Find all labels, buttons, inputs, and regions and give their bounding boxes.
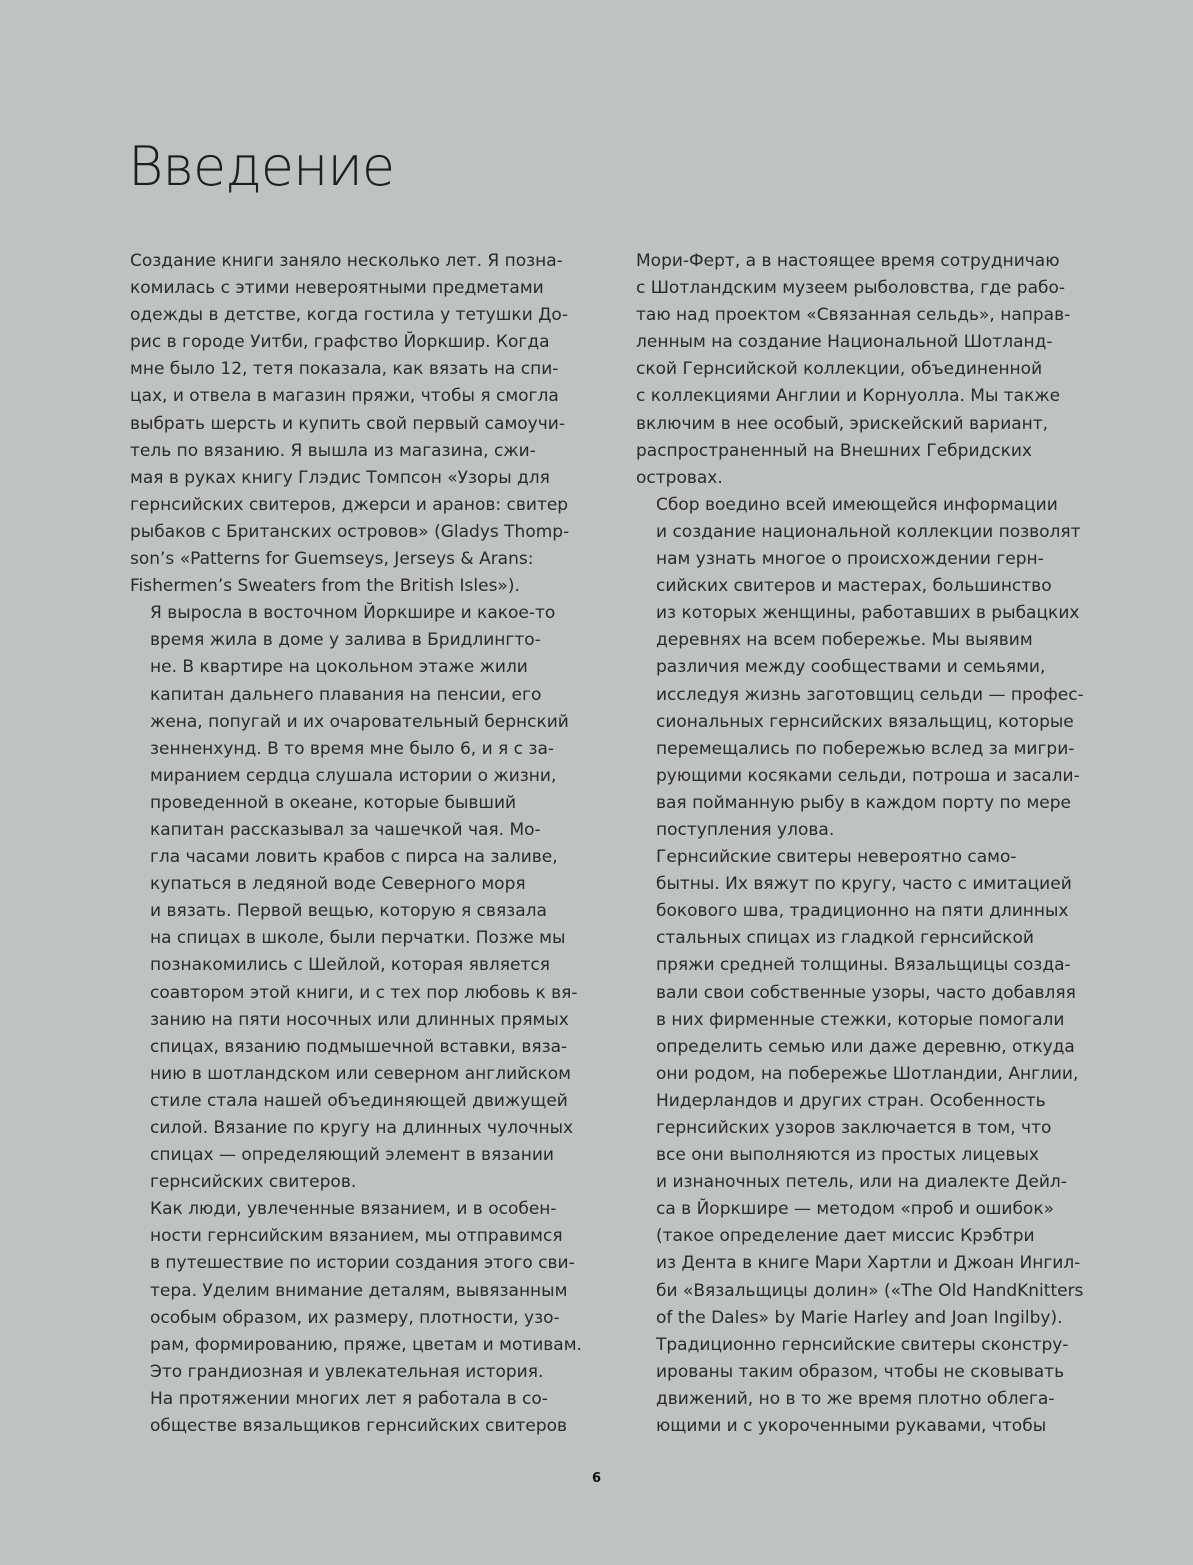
- text-line: сиональных гернсийских вязальщиц, которые: [656, 711, 1074, 732]
- text-line: ированы таким образом, чтобы не сковывать: [656, 1361, 1065, 1382]
- text-line: са в Йоркшире — методом «проб и ошибок»: [656, 1199, 1055, 1220]
- text-line: распространенный на Внешних Гебридских: [636, 440, 1032, 461]
- text-line: son’s «Patterns for Guemseys, Jerseys & Arans:: [130, 549, 534, 570]
- text-line: купаться в ледяной воде Северного моря: [150, 874, 526, 895]
- page-title: Введение: [128, 135, 395, 198]
- text-line: спицах — определяющий элемент в вязании: [150, 1145, 554, 1166]
- text-line: и вязать. Первой вещью, которую я связала: [150, 901, 547, 922]
- text-line: Гернсийские свитеры невероятно само-: [656, 847, 1017, 868]
- text-line: перемещались по побережью вслед за мигри-: [656, 738, 1075, 759]
- text-line: жена, попугай и их очаровательный бернский: [150, 711, 569, 732]
- paragraph: [130, 248, 582, 600]
- text-line: рис в городе Уитби, графство Йоркшир. Когда: [130, 332, 550, 353]
- text-line: из которых женщины, работавших в рыбацких: [656, 603, 1080, 624]
- text-line: of the Dales» by Marie Harley and Joan Ingilby).: [656, 1307, 1063, 1328]
- text-line: с коллекциями Англии и Корнуолла. Мы также: [636, 386, 1061, 407]
- paragraph: [130, 1386, 582, 1440]
- text-line: рыбаков с Британских островов» (Gladys Thomp-: [130, 521, 570, 542]
- text-line: миранием сердца слушала истории о жизни,: [150, 765, 557, 786]
- page-number: 6: [591, 1471, 602, 1486]
- text-line: рам, формированию, пряже, цветам и мотивам.: [150, 1334, 582, 1355]
- text-line: стиле стала нашей объединяющей движущей: [150, 1090, 568, 1111]
- text-line: вая пойманную рыбу в каждом порту по мере: [656, 792, 1071, 813]
- text-line: Традиционно гернсийские свитеры сконстру-: [656, 1334, 1069, 1355]
- text-line: цах, и отвела в магазин пряжи, чтобы я смогла: [130, 386, 559, 407]
- paragraph: [130, 1196, 582, 1386]
- text-line: капитан рассказывал за чашечкой чая. Мо-: [150, 819, 541, 840]
- paragraph: [636, 844, 1088, 1332]
- text-line: обществе вязальщиков гернсийских свитеров: [150, 1416, 568, 1437]
- text-line: гернсийских свитеров.: [150, 1172, 357, 1193]
- text-line: мне было 12, тетя показала, как вязать на спи-: [130, 359, 559, 380]
- text-line: Создание книги заняло несколько лет. Я позна-: [130, 251, 563, 271]
- text-line: особым образом, их размеру, плотности, узо-: [150, 1307, 560, 1328]
- text-line: Сбор воедино всей имеющейся информации: [656, 494, 1058, 515]
- text-line: в путешествие по истории создания этого сви-: [150, 1253, 575, 1274]
- text-line: Как люди, увлеченные вязанием, и в особен-: [150, 1199, 557, 1220]
- text-line: определить семью или даже деревню, откуда: [656, 1036, 1075, 1057]
- text-line: соавтором этой книги, и с тех пор любовь к вя-: [150, 982, 578, 1003]
- text-line: капитан дальнего плавания на пенсии, его: [150, 684, 542, 705]
- paragraph: [636, 248, 1088, 492]
- text-line: островах.: [636, 467, 723, 488]
- left-column: [130, 248, 582, 1440]
- text-line: На протяжении многих лет я работала в со-: [150, 1388, 548, 1409]
- text-line: силой. Вязание по кругу на длинных чулочных: [150, 1118, 574, 1138]
- text-line: гернсийских свитеров, джерси и аранов: свитер: [130, 494, 569, 515]
- text-line: деревнях на всем побережье. Мы выявим: [656, 630, 1033, 651]
- text-line: комилась с этими невероятными предметами: [130, 278, 544, 299]
- text-line: бытны. Их вяжут по кругу, часто с имитацией: [656, 874, 1072, 895]
- text-line: Это грандиозная и увлекательная история.: [150, 1361, 544, 1382]
- text-line: из Дента в книге Мари Хартли и Джоан Ингил-: [656, 1253, 1081, 1274]
- text-line: в них фирменные стежки, которые помогали: [656, 1009, 1065, 1030]
- text-line: занию на пяти носочных или длинных прямых: [150, 1009, 569, 1030]
- text-line: вали свои собственные узоры, часто добавляя: [656, 982, 1076, 1003]
- text-line: Я выросла в восточном Йоркшире и какое-то: [150, 603, 556, 624]
- text-line: сийских свитеров и мастерах, большинство: [656, 576, 1052, 597]
- text-line: поступления улова.: [656, 819, 835, 840]
- text-line: ской Гернсийской коллекции, объединенной: [636, 359, 1043, 380]
- paragraph: [636, 492, 1088, 844]
- text-line: исследуя жизнь заготовщиц сельди — профес-: [656, 684, 1084, 705]
- text-line: би «Вязальщицы долин» («The Old HandKnitters: [656, 1280, 1084, 1301]
- text-line: мая в руках книгу Глэдис Томпсон «Узоры для: [130, 467, 550, 488]
- text-line: гернсийских узоров заключается в том, что: [656, 1118, 1052, 1138]
- text-line: зенненхунд. В то время мне было 6, и я с за-: [150, 738, 555, 759]
- paragraph: [130, 600, 582, 1196]
- text-line: Fishermen’s Sweaters from the British Isles»).: [130, 576, 520, 597]
- text-line: Мори-Ферт, а в настоящее время сотрудничаю: [636, 251, 1060, 271]
- text-line: время жила в доме у залива в Бридлингто-: [150, 630, 541, 651]
- text-line: пряжи средней толщины. Вязальщицы созда-: [656, 955, 1071, 976]
- text-line: все они выполняются из простых лицевых: [656, 1145, 1039, 1166]
- text-line: с Шотландским музеем рыболовства, где рабо-: [636, 278, 1066, 299]
- text-line: (такое определение дает миссис Крэбтри: [656, 1226, 1035, 1247]
- text-line: выбрать шерсть и купить свой первый самоучи-: [130, 413, 565, 434]
- text-line: и создание национальной коллекции позволят: [656, 521, 1081, 542]
- text-line: рующими косяками сельди, потроша и засали-: [656, 765, 1080, 786]
- text-line: проведенной в океане, которые бывший: [150, 792, 517, 813]
- text-line: и изнаночных петель, или на диалекте Дейл-: [656, 1172, 1067, 1193]
- text-line: они родом, на побережье Шотландии, Англии,: [656, 1063, 1079, 1084]
- text-line: различия между сообществами и семьями,: [656, 657, 1046, 678]
- text-line: тера. Уделим внимание деталям, вывязанным: [150, 1280, 568, 1301]
- text-line: нию в шотландском или северном английском: [150, 1063, 572, 1084]
- text-line: стальных спицах из гладкой гернсийской: [656, 928, 1034, 949]
- text-line: гла часами ловить крабов с пирса на заливе,: [150, 847, 558, 868]
- text-line: Нидерландов и других стран. Особенность: [656, 1090, 1046, 1111]
- text-line: включим в нее особый, эрискейский вариант,: [636, 413, 1049, 434]
- text-line: одежды в детстве, когда гостила у тетушки До-: [130, 305, 568, 326]
- right-column: [636, 248, 1088, 1440]
- text-line: спицах, вязанию подмышечной вставки, вяза-: [150, 1036, 568, 1057]
- text-line: ленным на создание Национальной Шотланд-: [636, 332, 1053, 353]
- paragraph: [636, 1332, 1088, 1440]
- text-line: движений, но в то же время плотно облега-: [656, 1388, 1055, 1409]
- text-line: таю над проектом «Связанная сельдь», направ-: [636, 305, 1071, 326]
- text-line: ющими и с укороченными рукавами, чтобы: [656, 1416, 1047, 1437]
- text-line: не. В квартире на цокольном этаже жили: [150, 657, 528, 678]
- text-line: нам узнать многое о происхождении герн-: [656, 549, 1044, 570]
- text-line: тель по вязанию. Я вышла из магазина, сжи-: [130, 440, 536, 461]
- text-line: бокового шва, традиционно на пяти длинных: [656, 901, 1069, 922]
- text-line: на спицах в школе, были перчатки. Позже мы: [150, 928, 566, 949]
- text-line: познакомились с Шейлой, которая является: [150, 955, 550, 976]
- text-line: ности гернсийским вязанием, мы отправимся: [150, 1226, 563, 1247]
